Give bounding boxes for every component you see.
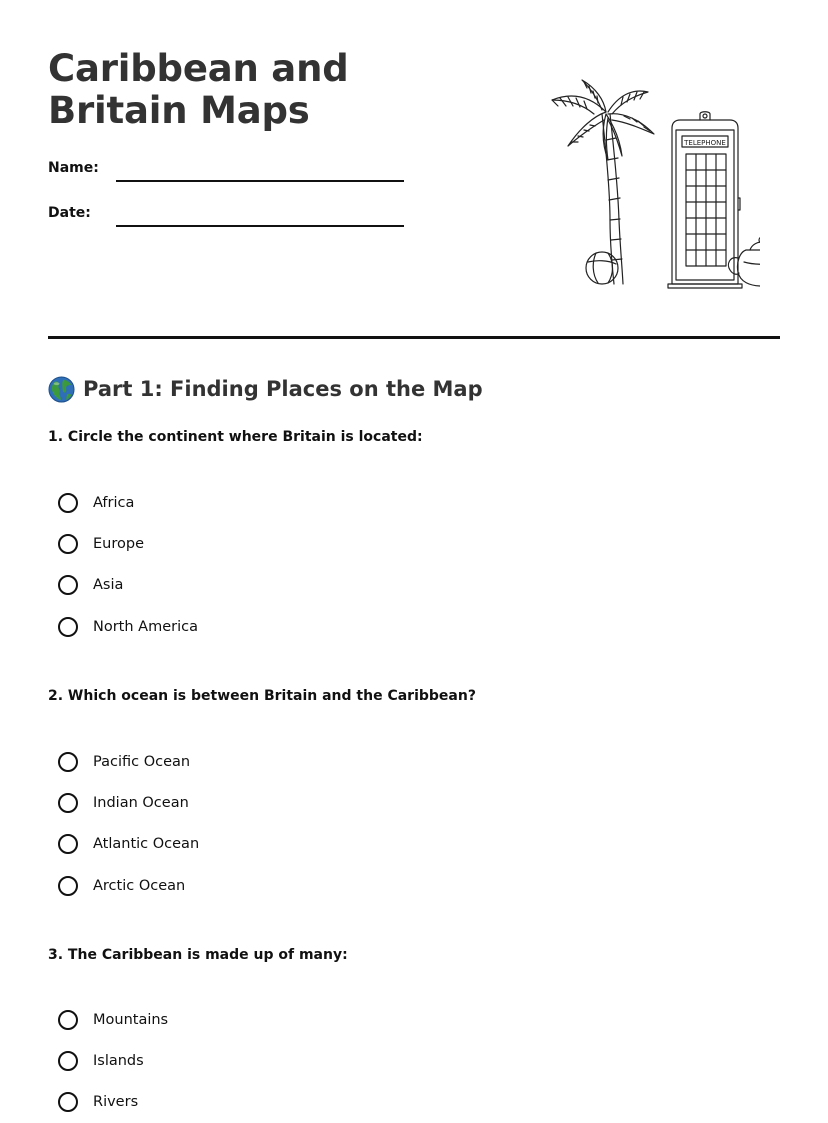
beach-ball-icon — [586, 252, 618, 284]
name-write-line[interactable] — [116, 180, 404, 182]
radio-circle[interactable] — [58, 534, 78, 554]
question-3-prompt: 3. The Caribbean is made up of many: — [48, 947, 348, 963]
part1-title: Part 1: Finding Places on the Map — [83, 377, 483, 401]
radio-circle[interactable] — [58, 617, 78, 637]
question-2-prompt: 2. Which ocean is between Britain and the Caribbean? — [48, 688, 476, 704]
option-label: Indian Ocean — [93, 795, 189, 812]
option-label: Islands — [93, 1053, 144, 1070]
palm-tree-phone-box-teapot-illustration — [540, 70, 760, 295]
q1-option-europe[interactable] — [58, 523, 458, 564]
date-field — [48, 203, 408, 231]
radio-circle[interactable] — [58, 1092, 78, 1112]
svg-text:TELEPHONE: TELEPHONE — [684, 139, 726, 147]
q1-option-asia[interactable] — [58, 565, 458, 606]
option-label: Atlantic Ocean — [93, 836, 200, 853]
name-field — [48, 158, 408, 186]
radio-circle[interactable] — [58, 793, 78, 813]
palm-tree-icon — [552, 80, 654, 284]
option-label: Asia — [93, 577, 124, 594]
option-label: Arctic Ocean — [93, 877, 186, 894]
question-1-options — [58, 482, 458, 648]
q1-option-africa[interactable] — [58, 482, 458, 523]
q1-option-north-america[interactable] — [58, 606, 458, 647]
teapot-icon — [728, 237, 760, 286]
date-write-line[interactable] — [116, 225, 404, 227]
question-2-options — [58, 741, 458, 907]
radio-circle[interactable] — [58, 1010, 78, 1030]
radio-circle[interactable] — [58, 752, 78, 772]
worksheet-title: Caribbean and Britain Maps — [48, 47, 349, 132]
radio-circle[interactable] — [58, 876, 78, 896]
date-label: Date: — [48, 205, 91, 221]
radio-circle[interactable] — [58, 493, 78, 513]
q3-option-mountains[interactable] — [58, 999, 458, 1040]
globe-icon — [48, 376, 75, 403]
worksheet-header — [48, 0, 780, 340]
option-label: Pacific Ocean — [93, 753, 191, 770]
part1-heading — [48, 372, 483, 406]
phone-box-icon — [668, 112, 742, 288]
radio-circle[interactable] — [58, 1051, 78, 1071]
option-label: Europe — [93, 536, 144, 553]
radio-circle[interactable] — [58, 834, 78, 854]
q2-option-arctic-ocean[interactable] — [58, 865, 458, 906]
q2-option-pacific-ocean[interactable] — [58, 741, 458, 782]
q3-option-islands[interactable] — [58, 1040, 458, 1081]
q2-option-atlantic-ocean[interactable] — [58, 824, 458, 865]
question-3-options — [58, 999, 458, 1123]
question-1-prompt: 1. Circle the continent where Britain is located: — [48, 429, 423, 445]
name-label: Name: — [48, 160, 99, 176]
option-label: North America — [93, 618, 198, 635]
radio-circle[interactable] — [58, 575, 78, 595]
option-label: Mountains — [93, 1011, 169, 1028]
option-label: Africa — [93, 494, 135, 511]
q2-option-indian-ocean[interactable] — [58, 782, 458, 823]
q3-option-rivers[interactable] — [58, 1082, 458, 1123]
section-divider — [48, 336, 780, 339]
option-label: Rivers — [93, 1094, 139, 1111]
